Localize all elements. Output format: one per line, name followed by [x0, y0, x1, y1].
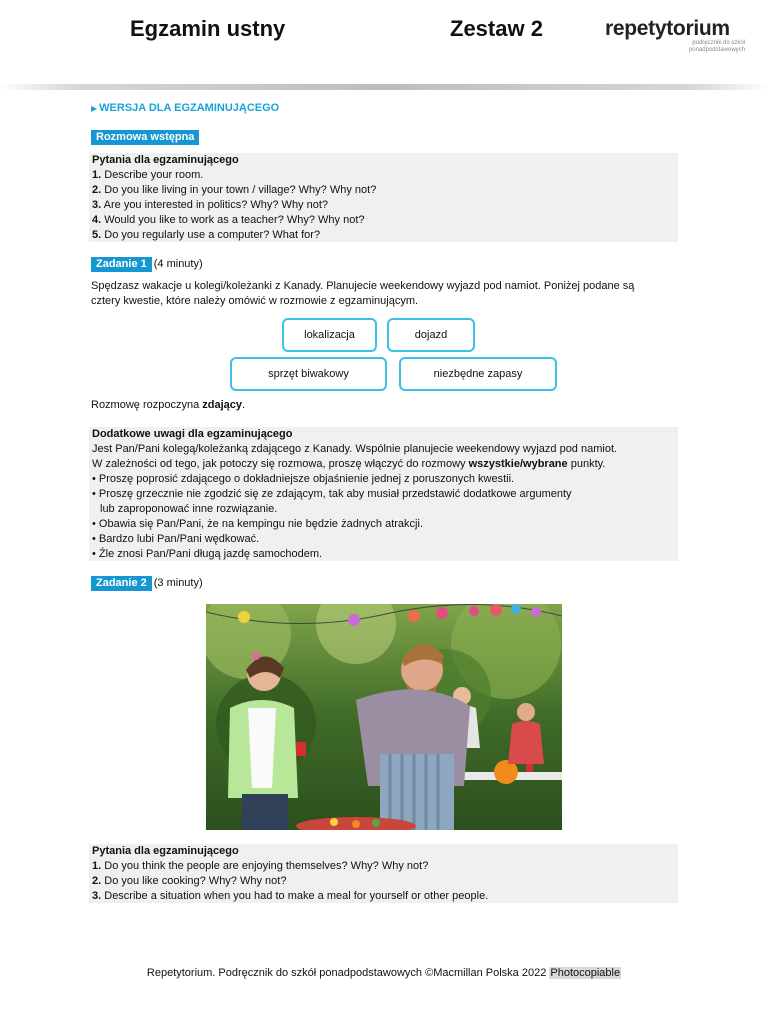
- task1-intro: Spędzasz wakacje u kolegi/koleżanki z Kanady. Planujecie weekendowy wyjazd pod namiot. Poniżej podane są cztery kwestie, które należy omówić w rozmowie z egzaminującym.: [91, 280, 635, 307]
- photo-questions-box: [89, 844, 678, 903]
- garden-party-photo: [206, 604, 562, 830]
- notes-bullet: • Źle znosi Pan/Pani długą jazdę samochodem.: [92, 547, 675, 562]
- brand-name: repetytorium: [605, 17, 730, 40]
- task2-header: [91, 576, 203, 591]
- keyword-box: dojazd: [387, 318, 475, 352]
- question-item: 1. Describe your room.: [92, 169, 204, 181]
- notes-bullet: • Bardzo lubi Pan/Pani wędkować.: [92, 532, 675, 547]
- page-title: Egzamin ustny: [130, 16, 286, 41]
- notes-bullet: • Obawia się Pan/Pani, że na kempingu nie będzie żadnych atrakcji.: [92, 517, 675, 532]
- photocopiable-label: Photocopiable: [550, 967, 621, 979]
- notes-bullet: • Proszę grzecznie nie zgodzić się ze zdającym, tak aby musiał przedstawić dodatkowe argumenty: [92, 487, 675, 502]
- brand-sub-2: ponadpodstawowych: [688, 47, 745, 53]
- footer-copyright: Repetytorium. Podręcznik do szkół ponadpodstawowych ©Macmillan Polska 2022: [146, 967, 550, 979]
- footer: [0, 967, 768, 979]
- examiner-notes-box: [89, 427, 678, 561]
- task2-duration: (3 minuty): [153, 577, 203, 589]
- version-label: ▶ WERSJA DLA EGZAMINUJĄCEGO: [91, 102, 280, 114]
- notes-line: Jest Pan/Pani kolegą/koleżanką zdającego z Kanady. Wspólnie planujecie weekendowy wyjazd pod namiot.: [92, 443, 618, 455]
- triangle-right-icon: ▶: [91, 104, 98, 113]
- set-number: Zestaw 2: [450, 16, 543, 41]
- question-item: 5. Do you regularly use a computer? What for?: [92, 229, 321, 241]
- section-tag-task1: Zadanie 1: [91, 257, 152, 272]
- box-title: Dodatkowe uwagi dla egzaminującego: [92, 428, 293, 440]
- notes-bullet-continued: lub zaproponować inne rozwiązanie.: [100, 503, 278, 515]
- notes-line: W zależności od tego, jak potoczy się rozmowa, proszę włączyć do rozmowy wszystkie/wybrane punkty.: [92, 458, 606, 470]
- task1-header: [91, 257, 203, 272]
- task1-duration: (4 minuty): [153, 258, 203, 270]
- section-tag-task2: Zadanie 2: [91, 576, 152, 591]
- keyword-box: sprzęt biwakowy: [230, 357, 387, 391]
- intro-questions-box: [89, 153, 678, 242]
- question-item: 2. Do you like cooking? Why? Why not?: [92, 875, 287, 887]
- notes-bullet: • Proszę poprosić zdającego o dokładniejsze objaśnienie jednej z poruszonych kwestii.: [92, 472, 675, 487]
- brand-logo: [605, 18, 745, 54]
- box-title: Pytania dla egzaminującego: [92, 845, 239, 857]
- brand-sub-1: podręcznik do szkół: [692, 40, 745, 46]
- question-item: 4. Would you like to work as a teacher? Why? Why not?: [92, 214, 365, 226]
- keyword-box: lokalizacja: [282, 318, 377, 352]
- section-tag-intro: Rozmowa wstępna: [91, 130, 199, 145]
- task1-starter: Rozmowę rozpoczyna zdający.: [91, 399, 246, 411]
- question-item: 3. Describe a situation when you had to make a meal for yourself or other people.: [92, 890, 489, 902]
- section-intro-header: [91, 130, 199, 145]
- box-title: Pytania dla egzaminującego: [92, 154, 239, 166]
- question-item: 1. Do you think the people are enjoying themselves? Why? Why not?: [92, 860, 429, 872]
- keyword-box: niezbędne zapasy: [399, 357, 557, 391]
- header-divider: [0, 84, 768, 90]
- question-item: 3. Are you interested in politics? Why? Why not?: [92, 199, 329, 211]
- question-item: 2. Do you like living in your town / village? Why? Why not?: [92, 184, 377, 196]
